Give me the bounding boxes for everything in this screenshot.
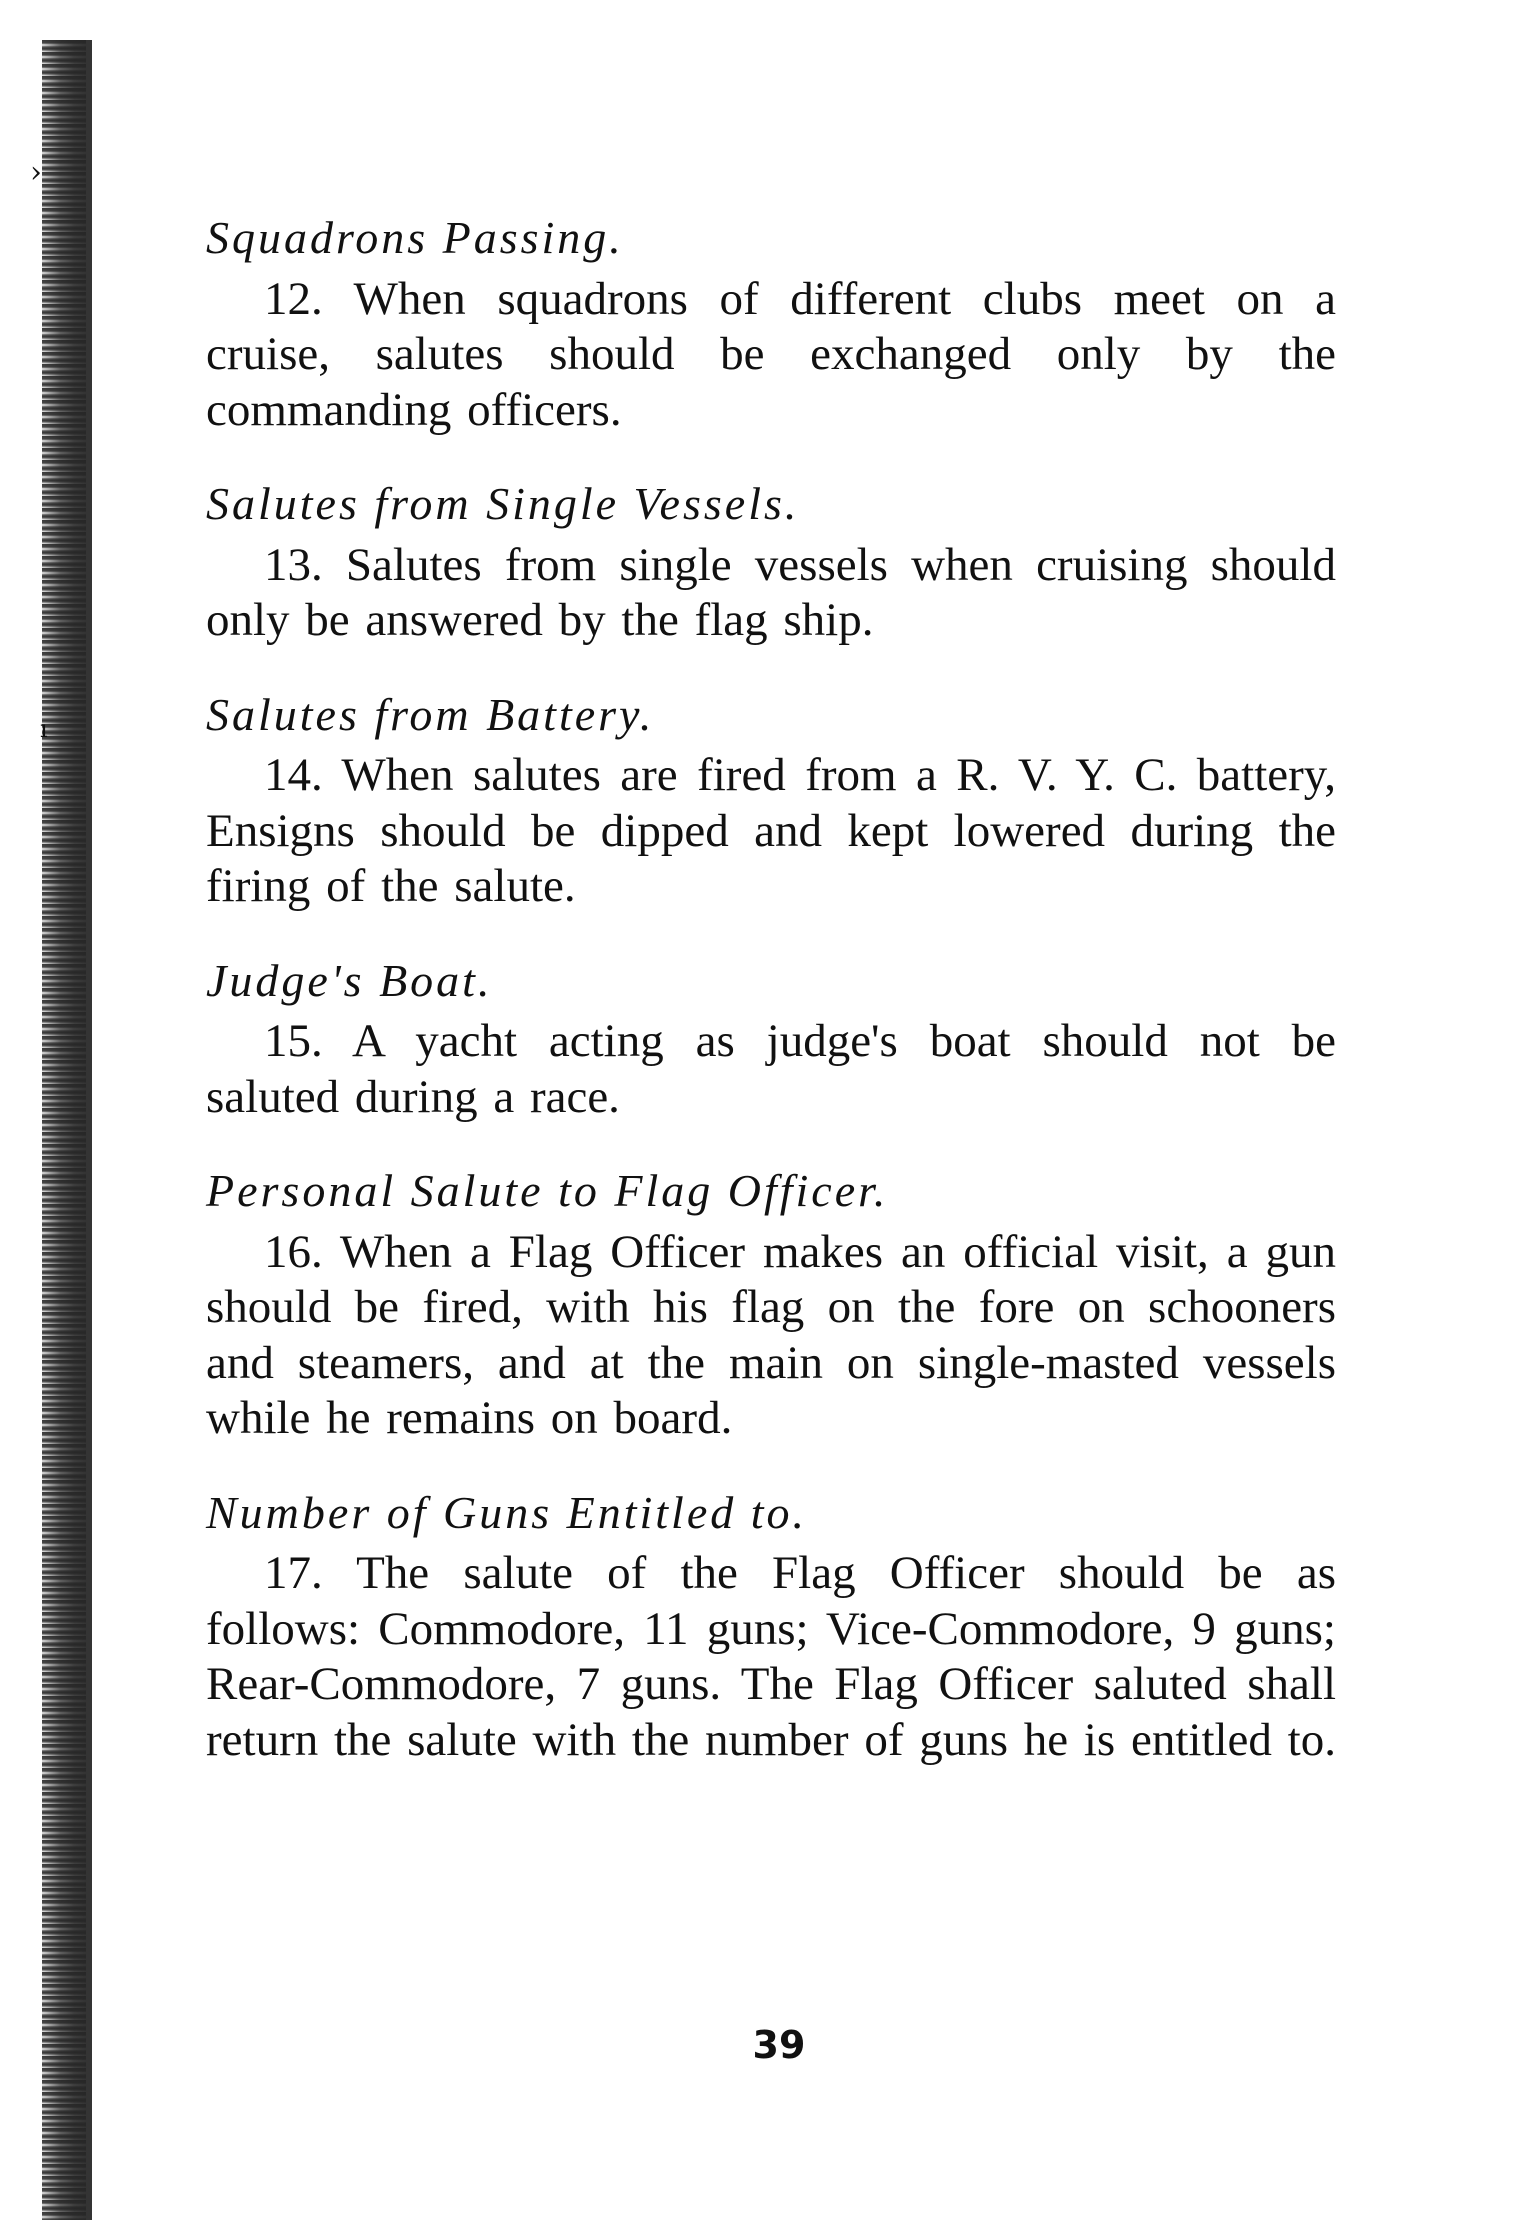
section-paragraph: 16. When a Flag Officer makes an official visit, a gun should be fired, with his flag on the fore on schooners and steamers, and at the main on single-masted vessels while he remains on board. <box>206 1225 1336 1444</box>
section <box>206 953 1336 1126</box>
section-heading: Number of Guns Entitled to. <box>206 1486 808 1538</box>
section <box>206 1485 1336 1769</box>
section-paragraph: 14. When salutes are fired from a R. V. Y. C. battery, Ensigns should be dipped and kept lowered during the firing of the salute. <box>206 749 1336 912</box>
section-heading: Personal Salute to Flag Officer. <box>206 1165 889 1216</box>
page-number: 39 <box>752 2023 806 2067</box>
section-heading: Salutes from Single Vessels. <box>206 478 800 529</box>
section-heading: Judge's Boat. <box>206 954 493 1006</box>
section-paragraph: 15. A yacht acting as judge's boat should not be saluted during a race. <box>206 1015 1336 1123</box>
section-heading: Salutes from Battery. <box>206 688 655 740</box>
section-paragraph: 12. When squadrons of different clubs meet on a cruise, salutes should be exchanged only by the commanding officers. <box>206 272 1336 436</box>
book-binding-edge <box>42 40 88 2220</box>
margin-mark: ı <box>40 715 48 743</box>
section <box>206 210 1336 438</box>
section <box>206 1163 1336 1447</box>
section <box>206 476 1336 649</box>
section-heading: Squadrons Passing. <box>206 212 624 263</box>
section <box>206 687 1336 915</box>
section-paragraph: 17. The salute of the Flag Officer should be as follows: Commodore, 11 guns; Vice-Commodore, 9 guns; Rear-Commodore, 7 guns. The Flag Officer saluted shall return the salute with the number of guns he is entitled to. <box>206 1547 1336 1766</box>
section-paragraph: 13. Salutes from single vessels when cruising should only be answered by the flag ship. <box>206 538 1336 646</box>
margin-mark: › <box>30 155 42 190</box>
page-body <box>206 210 1336 1806</box>
